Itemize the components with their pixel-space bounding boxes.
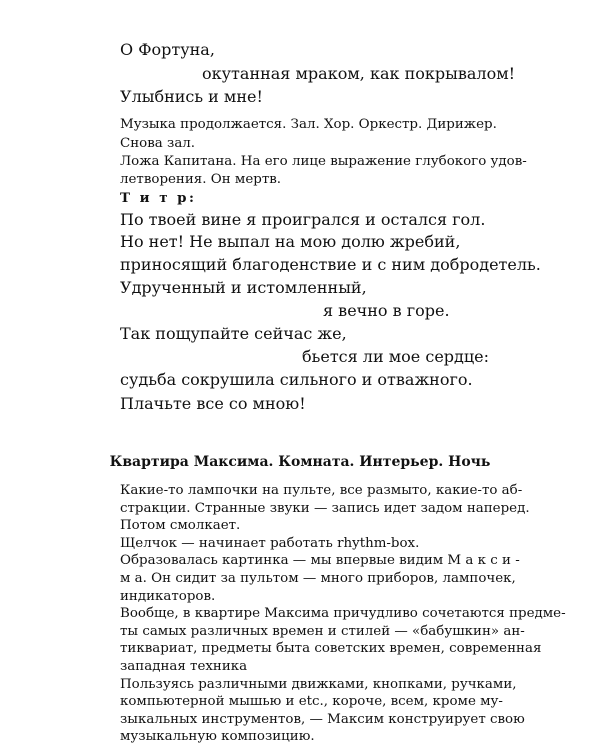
- scene-line: зыкальных инструментов, — Максим конструирует свою: [120, 711, 525, 727]
- scene-line: Потом смолкает.: [120, 518, 241, 534]
- scene-line: Образовалась картинка — мы впервые видим М а к с и -: [120, 553, 520, 569]
- scene-heading: Квартира Максима. Комната. Интерьер. Ночь: [109, 454, 491, 470]
- scene-line: Какие-то лампочки на пульте, все размыто, какие-то аб-: [120, 483, 523, 498]
- titr-line: Плачьте все со мною!: [120, 394, 306, 413]
- scene-line: ты самых различных времен и стилей — «бабушкин» ан-: [120, 623, 525, 639]
- titr-line: я вечно в горе.: [323, 301, 450, 320]
- scene-line: индикаторов.: [120, 588, 216, 604]
- scene-line: м а. Он сидит за пультом — много приборов, лампочек,: [120, 571, 516, 586]
- scene-line: Вообще, в квартире Максима причудливо сочетаются предме-: [120, 606, 566, 622]
- titr-label: Т и т р:: [120, 190, 197, 206]
- scene-line: стракции. Странные звуки — запись идет задом наперед.: [120, 500, 530, 516]
- scene-line: Щелчок — начинает работать rhythm-box.: [120, 535, 420, 551]
- scene-line: Пользуясь различными движками, кнопками, ручками,: [120, 676, 517, 692]
- titr-line: судьба сокрушила сильного и отважного.: [120, 370, 473, 389]
- titr-line: Но нет! Не выпал на мою долю жребий,: [120, 232, 461, 251]
- stage-direction-line: Ложа Капитана. На его лице выражение глубокого удов-: [120, 154, 527, 169]
- poem-line: О Фортуна,: [120, 40, 215, 59]
- stage-direction-line: Снова зал.: [120, 136, 196, 151]
- titr-line: По твоей вине я проигрался и остался гол.: [120, 210, 486, 229]
- titr-line: бьется ли мое сердце:: [302, 347, 490, 366]
- scene-line: музыкальную композицию.: [120, 729, 315, 745]
- titr-line: Так пощупайте сейчас же,: [120, 324, 347, 343]
- stage-direction-line: летворения. Он мертв.: [120, 172, 282, 187]
- titr-line: Удрученный и истомленный,: [120, 278, 367, 297]
- poem-line: Улыбнись и мне!: [120, 87, 263, 106]
- poem-line: окутанная мраком, как покрывалом!: [202, 64, 516, 83]
- stage-direction-line: Музыка продолжается. Зал. Хор. Оркестр. Дирижер.: [120, 117, 497, 132]
- scene-line: компьютерной мышью и etc., короче, всем, кроме му-: [120, 694, 503, 710]
- scene-line: западная техника: [120, 659, 248, 674]
- scene-line: тиквариат, предметы быта советских времен, современная: [120, 641, 542, 657]
- titr-line: приносящий благоденствие и с ним добродетель.: [120, 255, 541, 274]
